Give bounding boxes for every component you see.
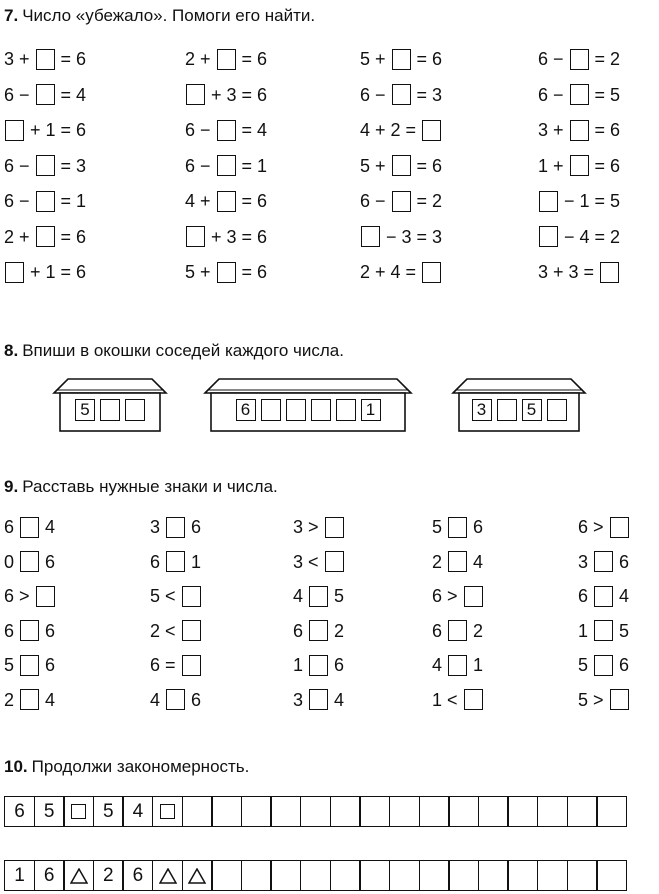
- house-roof: [54, 379, 166, 393]
- answer-box[interactable]: [36, 226, 55, 247]
- house-roof: [453, 379, 585, 393]
- expression-text: = 6: [236, 49, 268, 69]
- expression-text: 6 >: [432, 586, 463, 606]
- expression-text: 4: [40, 689, 56, 710]
- answer-box[interactable]: [309, 620, 328, 641]
- answer-box[interactable]: [36, 586, 55, 607]
- expression-text: 6: [40, 620, 56, 641]
- exercise-item: [578, 687, 630, 713]
- expression-text: 6 −: [185, 155, 216, 176]
- exercise-item: [4, 652, 55, 678]
- expression-text: 2 <: [150, 620, 181, 641]
- answer-box[interactable]: [594, 620, 613, 641]
- expression-text: 3: [578, 551, 594, 572]
- exercise-item: [360, 46, 442, 72]
- expression-text: 2 +: [4, 226, 35, 247]
- answer-box[interactable]: [448, 551, 467, 572]
- exercise-item: [293, 583, 344, 609]
- exercise-item: [538, 224, 620, 250]
- pattern-empty-cell[interactable]: [478, 796, 509, 827]
- expression-text: − 4 = 2: [559, 226, 621, 247]
- pattern-empty-cell[interactable]: [419, 796, 450, 827]
- house-window-empty[interactable]: [336, 399, 356, 421]
- expression-text: = 2: [589, 49, 621, 69]
- answer-box[interactable]: [36, 155, 55, 176]
- pattern-empty-cell[interactable]: [300, 796, 331, 827]
- pattern-empty-cell[interactable]: [241, 860, 272, 891]
- expression-text: 1: [186, 551, 202, 572]
- expression-text: 6 −: [4, 155, 35, 176]
- answer-box[interactable]: [392, 155, 411, 176]
- square-symbol-cell: [152, 796, 183, 827]
- house-window-empty[interactable]: [100, 399, 120, 421]
- exercise-item: [150, 549, 201, 575]
- expression-text: 6: [4, 620, 20, 641]
- house-windows: [472, 399, 567, 421]
- expression-text: 4: [468, 551, 484, 572]
- pattern-empty-cell[interactable]: [330, 860, 361, 891]
- pattern-empty-cell[interactable]: [478, 860, 509, 891]
- expression-text: = 2: [411, 191, 443, 211]
- exercise-item: [360, 259, 442, 285]
- expression-text: 4: [293, 586, 309, 606]
- task-text: Впиши в окошки соседей каждого числа.: [22, 341, 344, 360]
- exercise-item: [578, 549, 629, 575]
- answer-box[interactable]: [20, 551, 39, 572]
- exercise-item: [293, 549, 345, 575]
- task-10-title: [4, 757, 249, 777]
- expression-text: = 3: [411, 84, 443, 105]
- answer-box[interactable]: [186, 226, 205, 247]
- expression-text: 4: [432, 655, 448, 675]
- answer-box[interactable]: [392, 191, 411, 212]
- answer-box[interactable]: [448, 655, 467, 676]
- task-text: Число «убежало». Помоги его найти.: [22, 6, 316, 25]
- answer-box[interactable]: [182, 586, 201, 607]
- answer-box[interactable]: [182, 620, 201, 641]
- pattern-empty-cell[interactable]: [211, 796, 242, 827]
- expression-text: 6 −: [538, 49, 569, 69]
- answer-box[interactable]: [464, 689, 483, 710]
- exercise-item: [150, 687, 201, 713]
- exercise-item: [578, 583, 629, 609]
- expression-text: 3: [293, 689, 309, 710]
- expression-text: 2: [468, 620, 484, 641]
- exercise-item: [185, 259, 267, 285]
- triangle-icon: [159, 868, 177, 884]
- task-number: 9.: [4, 477, 19, 496]
- answer-box[interactable]: [448, 620, 467, 641]
- answer-box[interactable]: [36, 49, 55, 70]
- exercise-item: [4, 583, 56, 609]
- expression-text: 3 +: [538, 120, 569, 140]
- exercise-item: [578, 652, 629, 678]
- pattern-number-cell: 6: [122, 860, 153, 891]
- expression-text: = 6: [411, 155, 443, 176]
- answer-box[interactable]: [166, 689, 185, 710]
- expression-text: 6: [150, 551, 166, 572]
- house-window-number: 6: [236, 399, 256, 421]
- expression-text: 2 + 4 =: [360, 262, 422, 282]
- task-9-title: [4, 477, 278, 497]
- exercise-item: [4, 259, 86, 285]
- expression-text: = 6: [589, 120, 621, 140]
- answer-box[interactable]: [20, 655, 39, 676]
- answer-box[interactable]: [539, 226, 558, 247]
- pattern-empty-cell[interactable]: [270, 796, 301, 827]
- exercise-item: [4, 153, 86, 179]
- pattern-empty-cell[interactable]: [567, 860, 598, 891]
- expression-text: = 6: [589, 155, 621, 176]
- answer-box[interactable]: [570, 155, 589, 176]
- answer-box[interactable]: [594, 655, 613, 676]
- exercise-item: [360, 117, 442, 143]
- task-number: 8.: [4, 341, 19, 360]
- pattern-number-cell: 6: [34, 860, 65, 891]
- exercise-item: [538, 46, 620, 72]
- task-7-title: [4, 6, 315, 26]
- expression-text: 6 >: [4, 586, 35, 606]
- task-text: Продолжи закономерность.: [31, 757, 250, 776]
- pattern-empty-cell[interactable]: [537, 796, 568, 827]
- exercise-item: [185, 188, 267, 214]
- house: [453, 377, 585, 432]
- expression-text: 6 =: [150, 655, 181, 675]
- answer-box[interactable]: [392, 49, 411, 70]
- pattern-empty-cell[interactable]: [270, 860, 301, 891]
- pattern-empty-cell[interactable]: [448, 796, 479, 827]
- exercise-item: [150, 514, 201, 540]
- exercise-item: [293, 618, 344, 644]
- answer-box[interactable]: [36, 84, 55, 105]
- answer-box[interactable]: [166, 517, 185, 538]
- answer-box[interactable]: [539, 191, 558, 212]
- house-window-empty[interactable]: [286, 399, 306, 421]
- answer-box[interactable]: [309, 586, 328, 607]
- square-icon: [160, 804, 175, 819]
- answer-box[interactable]: [422, 120, 441, 141]
- exercise-item: [360, 82, 442, 108]
- expression-text: 6: [578, 586, 594, 606]
- pattern-strip: [4, 796, 626, 827]
- expression-text: 6: [614, 551, 630, 572]
- pattern-number-cell: 6: [4, 796, 35, 827]
- expression-text: 6: [40, 655, 56, 675]
- exercise-item: [360, 224, 442, 250]
- exercise-item: [578, 618, 629, 644]
- exercise-item: [150, 583, 202, 609]
- answer-box[interactable]: [594, 551, 613, 572]
- pattern-number-cell: 4: [122, 796, 153, 827]
- square-icon: [71, 804, 86, 819]
- exercise-item: [538, 117, 620, 143]
- answer-box[interactable]: [217, 120, 236, 141]
- expression-text: 3 >: [293, 517, 324, 537]
- expression-text: 5 <: [150, 586, 181, 606]
- exercise-item: [4, 549, 55, 575]
- expression-text: = 6: [236, 262, 268, 282]
- exercise-item: [432, 618, 483, 644]
- expression-text: 6: [432, 620, 448, 641]
- house: [205, 377, 411, 432]
- answer-box[interactable]: [570, 49, 589, 70]
- task-text: Расставь нужные знаки и числа.: [22, 477, 278, 496]
- expression-text: 5: [578, 655, 594, 675]
- expression-text: = 1: [55, 191, 87, 211]
- exercise-item: [538, 188, 620, 214]
- expression-text: 3 <: [293, 551, 324, 572]
- triangle-icon: [188, 868, 206, 884]
- exercise-item: [538, 259, 620, 285]
- expression-text: 6: [614, 655, 630, 675]
- expression-text: 1 <: [432, 689, 463, 710]
- exercise-item: [293, 514, 345, 540]
- expression-text: 4 +: [185, 191, 216, 211]
- expression-text: 5: [4, 655, 20, 675]
- exercise-item: [185, 46, 267, 72]
- answer-box[interactable]: [594, 586, 613, 607]
- expression-text: 1: [293, 655, 309, 675]
- exercise-item: [185, 82, 267, 108]
- expression-text: + 1 = 6: [25, 120, 87, 140]
- house: [54, 377, 166, 432]
- house-window-empty[interactable]: [125, 399, 145, 421]
- expression-text: = 6: [411, 49, 443, 69]
- expression-text: 4: [150, 689, 166, 710]
- expression-text: 2 +: [185, 49, 216, 69]
- house-window-empty[interactable]: [311, 399, 331, 421]
- expression-text: 3 + 3 =: [538, 262, 600, 282]
- expression-text: = 3: [55, 155, 87, 176]
- expression-text: 1: [578, 620, 594, 641]
- expression-text: 6 −: [4, 84, 35, 105]
- expression-text: 5 >: [578, 689, 609, 710]
- pattern-empty-cell[interactable]: [389, 796, 420, 827]
- answer-box[interactable]: [325, 517, 344, 538]
- pattern-number-cell: 5: [34, 796, 65, 827]
- exercise-item: [578, 514, 630, 540]
- expression-text: 5 +: [360, 49, 391, 69]
- expression-text: = 4: [55, 84, 87, 105]
- expression-text: 1 +: [538, 155, 569, 176]
- triangle-icon: [70, 868, 88, 884]
- expression-text: 5: [329, 586, 345, 606]
- expression-text: = 6: [236, 191, 268, 211]
- pattern-empty-cell[interactable]: [330, 796, 361, 827]
- exercise-item: [293, 652, 344, 678]
- pattern-empty-cell[interactable]: [537, 860, 568, 891]
- expression-text: = 5: [589, 84, 621, 105]
- answer-box[interactable]: [422, 262, 441, 283]
- answer-box[interactable]: [392, 84, 411, 105]
- pattern-empty-cell[interactable]: [300, 860, 331, 891]
- expression-text: + 1 = 6: [25, 262, 87, 282]
- task-8-title: [4, 341, 344, 361]
- answer-box[interactable]: [217, 262, 236, 283]
- answer-box[interactable]: [309, 655, 328, 676]
- answer-box[interactable]: [448, 517, 467, 538]
- expression-text: 4: [329, 689, 345, 710]
- pattern-empty-cell[interactable]: [507, 860, 538, 891]
- expression-text: = 6: [55, 49, 87, 69]
- house-window-number: 5: [75, 399, 95, 421]
- exercise-item: [4, 618, 55, 644]
- pattern-empty-cell[interactable]: [507, 796, 538, 827]
- pattern-empty-cell[interactable]: [359, 860, 390, 891]
- exercise-item: [150, 652, 202, 678]
- expression-text: 1: [468, 655, 484, 675]
- expression-text: 6 −: [360, 84, 391, 105]
- exercise-item: [432, 687, 484, 713]
- exercise-item: [538, 153, 620, 179]
- answer-box[interactable]: [36, 191, 55, 212]
- expression-text: 6: [186, 689, 202, 710]
- house-window-number: 1: [361, 399, 381, 421]
- exercise-item: [432, 549, 483, 575]
- exercise-item: [4, 687, 55, 713]
- house-window-empty[interactable]: [497, 399, 517, 421]
- expression-text: 2: [4, 689, 20, 710]
- pattern-empty-cell[interactable]: [211, 860, 242, 891]
- answer-box[interactable]: [20, 620, 39, 641]
- exercise-item: [150, 618, 202, 644]
- pattern-empty-cell[interactable]: [448, 860, 479, 891]
- answer-box[interactable]: [325, 551, 344, 572]
- house-window-empty[interactable]: [261, 399, 281, 421]
- exercise-item: [360, 188, 442, 214]
- expression-text: 6 >: [578, 517, 609, 537]
- house-window-number: 5: [522, 399, 542, 421]
- answer-box[interactable]: [20, 517, 39, 538]
- pattern-empty-cell[interactable]: [182, 796, 213, 827]
- answer-box[interactable]: [217, 49, 236, 70]
- expression-text: 6: [186, 517, 202, 537]
- exercise-item: [432, 652, 483, 678]
- pattern-empty-cell[interactable]: [359, 796, 390, 827]
- exercise-item: [432, 514, 483, 540]
- answer-box[interactable]: [166, 551, 185, 572]
- expression-text: 5: [432, 517, 448, 537]
- expression-text: 4: [614, 586, 630, 606]
- exercise-item: [432, 583, 484, 609]
- answer-box[interactable]: [610, 517, 629, 538]
- house-window-number: 3: [472, 399, 492, 421]
- expression-text: 4: [40, 517, 56, 537]
- exercise-item: [185, 117, 267, 143]
- expression-text: 6 −: [4, 191, 35, 211]
- expression-text: 6: [329, 655, 345, 675]
- expression-text: 3 +: [4, 49, 35, 69]
- pattern-empty-cell[interactable]: [596, 860, 627, 891]
- pattern-empty-cell[interactable]: [419, 860, 450, 891]
- expression-text: + 3 = 6: [206, 226, 268, 247]
- expression-text: 6: [40, 551, 56, 572]
- exercise-item: [185, 224, 267, 250]
- expression-text: 5 +: [360, 155, 391, 176]
- expression-text: = 1: [236, 155, 268, 176]
- pattern-strip: [4, 860, 626, 891]
- expression-text: − 3 = 3: [381, 226, 443, 247]
- answer-box[interactable]: [610, 689, 629, 710]
- house-windows: [236, 399, 381, 421]
- pattern-number-cell: 2: [93, 860, 124, 891]
- exercise-item: [360, 153, 442, 179]
- task-number: 7.: [4, 6, 19, 25]
- triangle-symbol-cell: [63, 860, 94, 891]
- exercise-item: [4, 514, 55, 540]
- expression-text: + 3 = 6: [206, 84, 268, 105]
- answer-box[interactable]: [600, 262, 619, 283]
- expression-text: 5 +: [185, 262, 216, 282]
- pattern-empty-cell[interactable]: [241, 796, 272, 827]
- exercise-item: [185, 153, 267, 179]
- answer-box[interactable]: [186, 84, 205, 105]
- pattern-empty-cell[interactable]: [389, 860, 420, 891]
- answer-box[interactable]: [5, 262, 24, 283]
- expression-text: 5: [614, 620, 630, 641]
- answer-box[interactable]: [309, 689, 328, 710]
- expression-text: 6: [468, 517, 484, 537]
- house-windows: [75, 399, 145, 421]
- answer-box[interactable]: [217, 191, 236, 212]
- answer-box[interactable]: [217, 155, 236, 176]
- house-roof: [205, 379, 411, 393]
- answer-box[interactable]: [570, 84, 589, 105]
- expression-text: 6 −: [360, 191, 391, 211]
- expression-text: 2: [432, 551, 448, 572]
- expression-text: 0: [4, 551, 20, 572]
- exercise-item: [293, 687, 344, 713]
- expression-text: = 6: [55, 226, 87, 247]
- exercise-item: [4, 117, 86, 143]
- answer-box[interactable]: [464, 586, 483, 607]
- answer-box[interactable]: [20, 689, 39, 710]
- expression-text: − 1 = 5: [559, 191, 621, 211]
- expression-text: 2: [329, 620, 345, 641]
- exercise-item: [4, 82, 86, 108]
- expression-text: 6: [4, 517, 20, 537]
- expression-text: 6 −: [185, 120, 216, 140]
- answer-box[interactable]: [182, 655, 201, 676]
- expression-text: 6: [293, 620, 309, 641]
- expression-text: 3: [150, 517, 166, 537]
- house-window-empty[interactable]: [547, 399, 567, 421]
- exercise-item: [4, 188, 86, 214]
- pattern-number-cell: 5: [93, 796, 124, 827]
- expression-text: = 4: [236, 120, 268, 140]
- answer-box[interactable]: [5, 120, 24, 141]
- answer-box[interactable]: [361, 226, 380, 247]
- pattern-empty-cell[interactable]: [596, 796, 627, 827]
- pattern-number-cell: 1: [4, 860, 35, 891]
- pattern-empty-cell[interactable]: [567, 796, 598, 827]
- exercise-item: [538, 82, 620, 108]
- task-number: 10.: [4, 757, 28, 776]
- triangle-symbol-cell: [152, 860, 183, 891]
- expression-text: 6 −: [538, 84, 569, 105]
- answer-box[interactable]: [570, 120, 589, 141]
- square-symbol-cell: [63, 796, 94, 827]
- triangle-symbol-cell: [182, 860, 213, 891]
- expression-text: 4 + 2 =: [360, 120, 422, 140]
- exercise-item: [4, 224, 86, 250]
- exercise-item: [4, 46, 86, 72]
